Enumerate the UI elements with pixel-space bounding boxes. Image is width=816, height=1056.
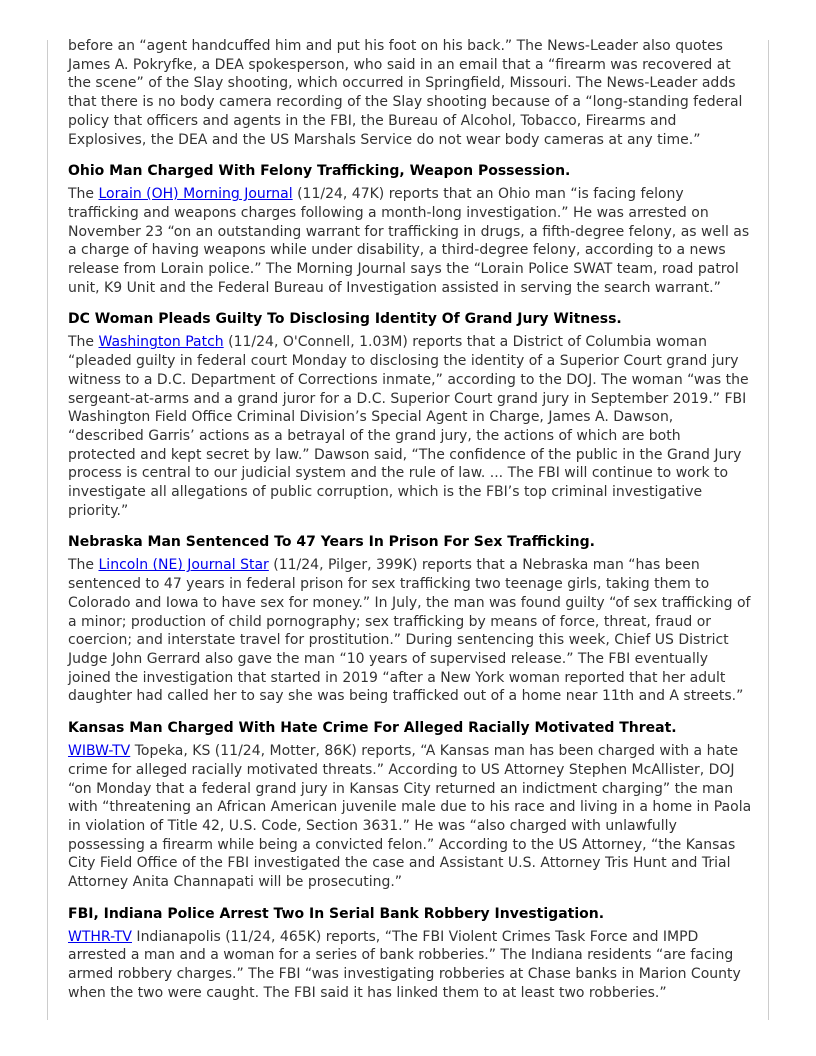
intro-paragraph: before an “agent handcuffed him and put his foot on his back.” The News-Leader also quotes James A. Pokryfke, a DEA spokesperson, who said in an email that a “firearm was recovered at the scene” of the Slay shooting, which occurred in Springfield, Missouri. The News-Leader adds that there is no body camera recording of the Slay shooting because of a “long-standing federal policy that officers and agents in the FBI, the Bureau of Alcohol, Tobacco, Firearms and Explosives, the DEA and the US Marshals Service do not wear body cameras at any time.” [68, 38, 743, 148]
article-body: (11/24, 47K) reports that an Ohio man “is facing felony trafficking and weapons charges following a month-long investigation.” He was arrested on November 23 “on an outstanding warrant for trafficking in drugs, a fifth-degree felony, as well as a charge of having weapons while under disability, a third-degree felony, according to a news release from Lorain police.” The Morning Journal says the “Lorain Police SWAT team, road patrol unit, K9 Unit and the Federal Bureau of Investigation assisted in serving the search warrant.” [68, 186, 750, 296]
article-prefix: The [68, 186, 99, 203]
article-text [68, 928, 752, 1003]
article-headline: FBI, Indiana Police Arrest Two In Serial Bank Robbery Investigation. [68, 905, 605, 922]
article-kansas [68, 719, 752, 892]
right-margin-rule [768, 40, 769, 1020]
article-text [68, 185, 752, 297]
article-dc [68, 310, 752, 520]
article-body: (11/24, Pilger, 399K) reports that a Nebraska man “has been sentenced to 47 years in federal prison for sex trafficking two teenage girls, taking them to Colorado and Iowa to have sex for money.” In July, the man was found guilty “of sex trafficking of a minor; production of child pornography; sex trafficking by means of force, threat, fraud or coercion; and interstate travel for prostitution.” During sentencing this week, Chief US District Judge John Gerrard also gave the man “10 years of supervised release.” The FBI eventually joined the investigation that started in 2019 “after a New York woman reported that her adult daughter had called her to say she was being trafficked out of a home near 11th and A streets.” [68, 557, 751, 705]
article-body: Topeka, KS (11/24, Motter, 86K) reports, “A Kansas man has been charged with a hate crime for alleged racially motivated threats.” According to US Attorney Stephen McAllister, DOJ “on Monday that a federal grand jury in Kansas City returned an indictment charging” the man with “threatening an African American juvenile male due to his race and living in a home in Paola in violation of Title 42, U.S. Code, Section 3631.” He was “also charged with unlawfully possessing a firearm while being a convicted felon.” According to the US Attorney, “the Kansas City Field Office of the FBI investigated the case and Assistant U.S. Attorney Tris Hunt and Trial Attorney Anita Channapati will be prosecuting.” [68, 743, 752, 891]
article-body: (11/24, O'Connell, 1.03M) reports that a District of Columbia woman “pleaded guilty in federal court Monday to disclosing the identity of a Superior Court grand jury witness to a D.C. Department of Corrections inmate,” according to the DOJ. The woman “was the sergeant-at-arms and a grand juror for a D.C. Superior Court grand jury in September 2019.” FBI Washington Field Office Criminal Division’s Special Agent in Charge, James A. Dawson, “described Garris’ actions as a betrayal of the grand jury, the actions of which are both protected and kept secret by law.” Dawson said, “The confidence of the public in the Grand Jury process is central to our judicial system and the rule of law. ... The FBI will continue to work to investigate all allegations of public corruption, which is the FBI’s top criminal investigative priority.” [68, 334, 749, 519]
article-text [68, 556, 752, 706]
article-nebraska [68, 533, 752, 706]
source-link[interactable]: WTHR-TV [68, 928, 132, 945]
left-margin-rule [47, 40, 48, 1020]
source-link[interactable]: Washington Patch [98, 334, 224, 351]
article-headline: Nebraska Man Sentenced To 47 Years In Prison For Sex Trafficking. [68, 534, 595, 551]
document-body [68, 37, 752, 1003]
article-ohio [68, 162, 752, 297]
article-body: Indianapolis (11/24, 465K) reports, “The FBI Violent Crimes Task Force and IMPD arrested a man and a woman for a series of bank robberies.” The Indiana residents “are facing armed robbery charges.” The FBI “was investigating robberies at Chase banks in Marion County when the two were caught. The FBI said it has linked them to at least two robberies.” [68, 928, 741, 1001]
article-indiana [68, 905, 752, 1003]
article-prefix: The [68, 334, 99, 351]
source-link[interactable]: Lorain (OH) Morning Journal [98, 186, 293, 203]
article-headline: Kansas Man Charged With Hate Crime For Alleged Racially Motivated Threat. [68, 720, 677, 737]
article-headline: Ohio Man Charged With Felony Trafficking, Weapon Possession. [68, 163, 571, 180]
source-link[interactable]: WIBW-TV [68, 743, 131, 760]
article-prefix: The [68, 557, 99, 574]
article-text [68, 333, 752, 520]
article-text [68, 742, 752, 892]
source-link[interactable]: Lincoln (NE) Journal Star [98, 557, 269, 574]
article-headline: DC Woman Pleads Guilty To Disclosing Identity Of Grand Jury Witness. [68, 311, 622, 328]
